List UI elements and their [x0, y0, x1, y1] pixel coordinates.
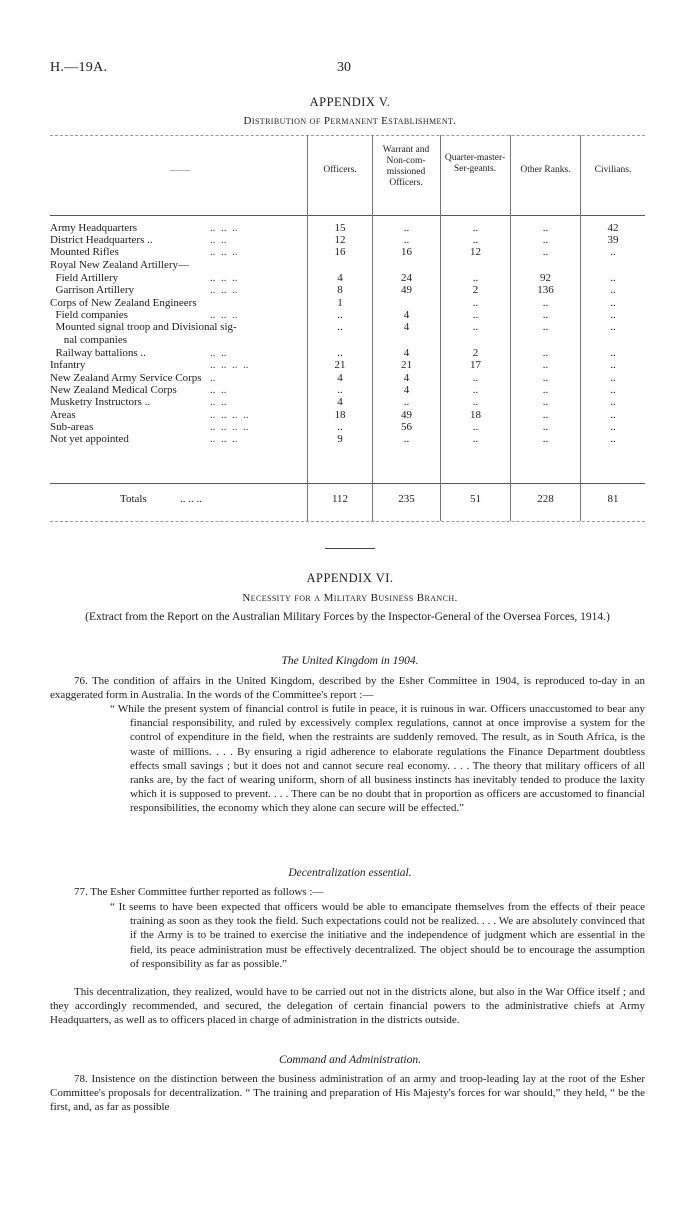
table-cell: 8: [337, 284, 343, 296]
row-label: Infantry: [50, 359, 86, 371]
table-row: [50, 372, 645, 384]
row-label: Royal New Zealand Artillery—: [50, 259, 189, 271]
table-cell: ..: [610, 409, 616, 421]
table-cell: ..: [403, 396, 410, 408]
table-cell: ..: [610, 396, 616, 408]
table-cell: ..: [542, 433, 549, 445]
table-cell: 9: [337, 433, 343, 445]
table-cell: ..: [337, 321, 343, 333]
table-cell: 4: [403, 384, 410, 396]
table-row: [50, 259, 645, 271]
table-cell: 1: [337, 297, 343, 309]
table-cell: ..: [337, 309, 343, 321]
table-row: [50, 234, 645, 246]
heading-united-kingdom: The United Kingdom in 1904.: [281, 655, 419, 667]
total-officers: 112: [331, 493, 349, 505]
table-cell: 42: [607, 222, 619, 234]
table-cell: ..: [542, 347, 549, 359]
table-header-rule: [50, 215, 645, 216]
table-cell: 15: [334, 222, 346, 234]
table-cell: ..: [472, 384, 479, 396]
table-cell: ..: [542, 359, 549, 371]
table-cell: 56: [401, 421, 412, 433]
table-cell: ..: [542, 222, 549, 234]
table-cell: ..: [542, 297, 549, 309]
table-cell: ..: [403, 433, 410, 445]
heading-decentralization: Decentralization essential.: [288, 867, 412, 879]
table-cell: 4: [337, 372, 343, 384]
table-cell: ..: [337, 347, 343, 359]
row-label: Sub-areas: [50, 421, 94, 433]
table-cell: 21: [334, 359, 346, 371]
table-cell: ..: [610, 272, 616, 284]
row-leader-dots: .. .. ..: [210, 309, 238, 321]
table-top-rule: [50, 135, 645, 136]
appendix-v-title: APPENDIX V.: [309, 95, 391, 109]
quote-76: “ While the present system of financial control is futile in peace, it is ruinous in war. Officers unaccustomed to bear any financial responsibility, and ruled by excessively complex regulations, cannot at once improvise a system for the control of expenditure in the field, when the restraints are suddenly removed. The result, as in South Africa, is the waste of millions. . . . By ensuring a rigid adherence to elaborate regulations the Finance Department doubtless effects small savings ; but it does not and cannot secure real economy. . . . The theory that military officers of all ranks are, by the fact of wearing uniform, shorn of all business instincts has inevitably tended to produce the laxity which it is supposed to prevent. . . . There can be no doubt that in proportion as officers are accustomed to financial responsibilities, the economy which they alone can secure will be effected.”: [110, 703, 645, 815]
col-head-qms: Quarter-master-Ser-geants.: [444, 153, 506, 174]
row-leader-dots: .. ..: [210, 234, 227, 246]
table-cell: ..: [610, 246, 616, 258]
row-leader-dots: .. .. ..: [210, 246, 238, 258]
row-label: Mounted Rifles: [50, 246, 119, 258]
table-cell: 21: [401, 359, 412, 371]
row-label: Field Artillery: [50, 272, 119, 284]
table-cell: 49: [401, 284, 412, 296]
table-cell: 17: [470, 359, 481, 371]
table-cell: 16: [334, 246, 346, 258]
table-cell: 2: [472, 284, 479, 296]
table-cell: 4: [337, 396, 343, 408]
table-cell: ..: [472, 234, 479, 246]
table-cell: 16: [401, 246, 412, 258]
table-cell: ..: [472, 396, 479, 408]
table-cell: 4: [403, 321, 410, 333]
table-cell: 39: [607, 234, 619, 246]
table-row: [50, 433, 645, 445]
table-cell: ..: [472, 433, 479, 445]
paragraph-78: 78. Insistence on the distinction between the business administration of an army and troop-leading lay at the root of the Esher Committee's proposals for decentralization. “ The training and preparation of His Majesty's forces for war should,” they held, “ be the first, and, as far as possible: [50, 1073, 645, 1114]
row-label: Railway battalions ..: [50, 347, 146, 359]
table-cell: ..: [472, 222, 479, 234]
extract-note: (Extract from the Report on the Australian Military Forces by the Inspector-General of the Oversea Forces, 1914.): [85, 611, 610, 623]
table-cell: ..: [472, 372, 479, 384]
table-cell: ..: [610, 321, 616, 333]
table-cell: ..: [542, 409, 549, 421]
row-leader-dots: .. ..: [210, 347, 227, 359]
table-cell: ..: [337, 421, 343, 433]
table-cell: ..: [610, 433, 616, 445]
table-cell: 4: [403, 309, 410, 321]
table-cell: ..: [610, 372, 616, 384]
stub-head-dash: ——: [170, 165, 190, 176]
total-nco: 235: [398, 493, 415, 505]
table-cell: 18: [470, 409, 481, 421]
row-leader-dots: .. ..: [210, 396, 227, 408]
row-label: New Zealand Medical Corps: [50, 384, 177, 396]
total-civilians: 81: [607, 493, 619, 505]
table-row: [50, 347, 645, 359]
table-row: [50, 246, 645, 258]
table-row: [50, 321, 645, 333]
table-cell: ..: [610, 297, 616, 309]
table-cell: 2: [472, 347, 479, 359]
heading-command: Command and Administration.: [279, 1054, 421, 1066]
table-cell: ..: [542, 384, 549, 396]
table-cell: ..: [542, 309, 549, 321]
table-cell: 18: [334, 409, 346, 421]
row-leader-dots: .. .. ..: [210, 433, 238, 445]
row-leader-dots: .. .. .. ..: [210, 421, 249, 433]
appendix-vi-subtitle: Necessity for a Military Business Branch.: [242, 592, 458, 604]
table-cell: ..: [610, 284, 616, 296]
table-cell: ..: [542, 396, 549, 408]
table-cell: ..: [542, 421, 549, 433]
row-label: District Headquarters ..: [50, 234, 153, 246]
establishment-table: [50, 131, 645, 523]
page-number: 30: [337, 60, 351, 75]
row-label: Not yet appointed: [50, 433, 129, 445]
row-leader-dots: .. .. ..: [210, 222, 238, 234]
row-label: New Zealand Army Service Corps: [50, 372, 202, 384]
row-leader-dots: .. .. ..: [210, 284, 238, 296]
row-label: Garrison Artillery: [50, 284, 135, 296]
section-divider: [325, 548, 375, 549]
table-cell: ..: [610, 421, 616, 433]
row-label: Field companies: [50, 309, 128, 321]
paragraph-77: 77. The Esher Committee further reported as follows :—: [74, 886, 324, 898]
paragraph-76: 76. The condition of affairs in the United Kingdom, described by the Esher Committee in 1904, is reproduced to-day in an exaggerated form in Australia. In the words of the Committee's report :—: [50, 675, 645, 702]
table-cell: ..: [472, 321, 479, 333]
table-cell: ..: [542, 372, 549, 384]
table-row: [50, 359, 645, 371]
col-head-other-ranks: Other Ranks.: [520, 165, 571, 175]
row-label: Musketry Instructors ..: [50, 396, 151, 408]
row-leader-dots: .. .. .. ..: [210, 359, 249, 371]
row-label: nal companies: [50, 334, 127, 346]
table-cell: ..: [472, 421, 479, 433]
table-cell: ..: [403, 234, 410, 246]
table-cell: 136: [537, 284, 554, 296]
table-row: [50, 284, 645, 296]
table-cell: 4: [403, 347, 410, 359]
col-head-officers: Officers.: [323, 165, 357, 175]
total-qms: 51: [470, 493, 481, 505]
table-row: [50, 272, 645, 284]
col-head-civilians: Civilians.: [594, 165, 632, 175]
document-reference: H.—19A.: [50, 60, 108, 75]
paragraph-77b: This decentralization, they realized, would have to be carried out not in the districts alone, but also in the War Office itself ; and they accordingly recommended, and secured, the delegation of certain financial powers to the administrative chiefs at Army Headquarters, as well as to officers placed in charge of administration in the districts outside.: [50, 986, 645, 1027]
totals-row: [50, 493, 645, 505]
table-cell: ..: [610, 347, 616, 359]
table-cell: ..: [610, 384, 616, 396]
table-bottom-rule: [50, 521, 645, 522]
table-cell: 92: [540, 272, 551, 284]
table-cell: 12: [334, 234, 346, 246]
row-leader-dots: .. .. ..: [180, 493, 202, 505]
table-cell: 4: [337, 272, 343, 284]
table-cell: ..: [472, 297, 479, 309]
table-row: [50, 384, 645, 396]
total-other-ranks: 228: [537, 493, 554, 505]
table-cell: ..: [610, 309, 616, 321]
table-cell: 12: [470, 246, 481, 258]
table-row: [50, 297, 645, 309]
table-cell: ..: [472, 309, 479, 321]
table-cell: 4: [403, 372, 410, 384]
table-row: [50, 334, 645, 346]
row-leader-dots: .. .. .. ..: [210, 409, 249, 421]
quote-77: “ It seems to have been expected that officers would be able to emancipate themselves from the effects of their peace training as soon as they took the field. Such expectations could not be realized. . . . We are absolutely convinced that if the Army is to be trained to exercise the initiative and the independence of judgment which are essential in the field, its peace administration must be effectively decentralized. The object should be to encourage the assumption of responsibility as far as possible.”: [110, 901, 645, 970]
table-cell: ..: [403, 222, 410, 234]
table-row: [50, 309, 645, 321]
row-label: Areas: [50, 409, 76, 421]
table-row: [50, 409, 645, 421]
row-leader-dots: .. .. ..: [210, 272, 238, 284]
table-row: [50, 222, 645, 234]
table-cell: 24: [401, 272, 412, 284]
table-cell: 49: [401, 409, 412, 421]
table-cell: ..: [542, 321, 549, 333]
table-row: [50, 421, 645, 433]
table-row: [50, 396, 645, 408]
table-cell: ..: [337, 384, 343, 396]
row-leader-dots: .. ..: [210, 384, 227, 396]
table-cell: ..: [542, 246, 549, 258]
row-leader-dots: ..: [210, 372, 216, 384]
col-head-nco: Warrant and Non-com-missioned Officers.: [382, 145, 430, 188]
totals-label: Totals: [120, 493, 147, 505]
table-cell: ..: [472, 272, 479, 284]
appendix-v-subtitle: Distribution of Permanent Establishment.: [243, 115, 457, 127]
table-totals-rule: [50, 483, 645, 484]
appendix-vi-title: APPENDIX VI.: [306, 571, 394, 585]
table-cell: ..: [610, 359, 616, 371]
table-cell: ..: [542, 234, 549, 246]
row-label: Army Headquarters: [50, 222, 138, 234]
row-label: Mounted signal troop and Divisional sig-: [50, 321, 237, 333]
row-label: Corps of New Zealand Engineers: [50, 297, 197, 309]
